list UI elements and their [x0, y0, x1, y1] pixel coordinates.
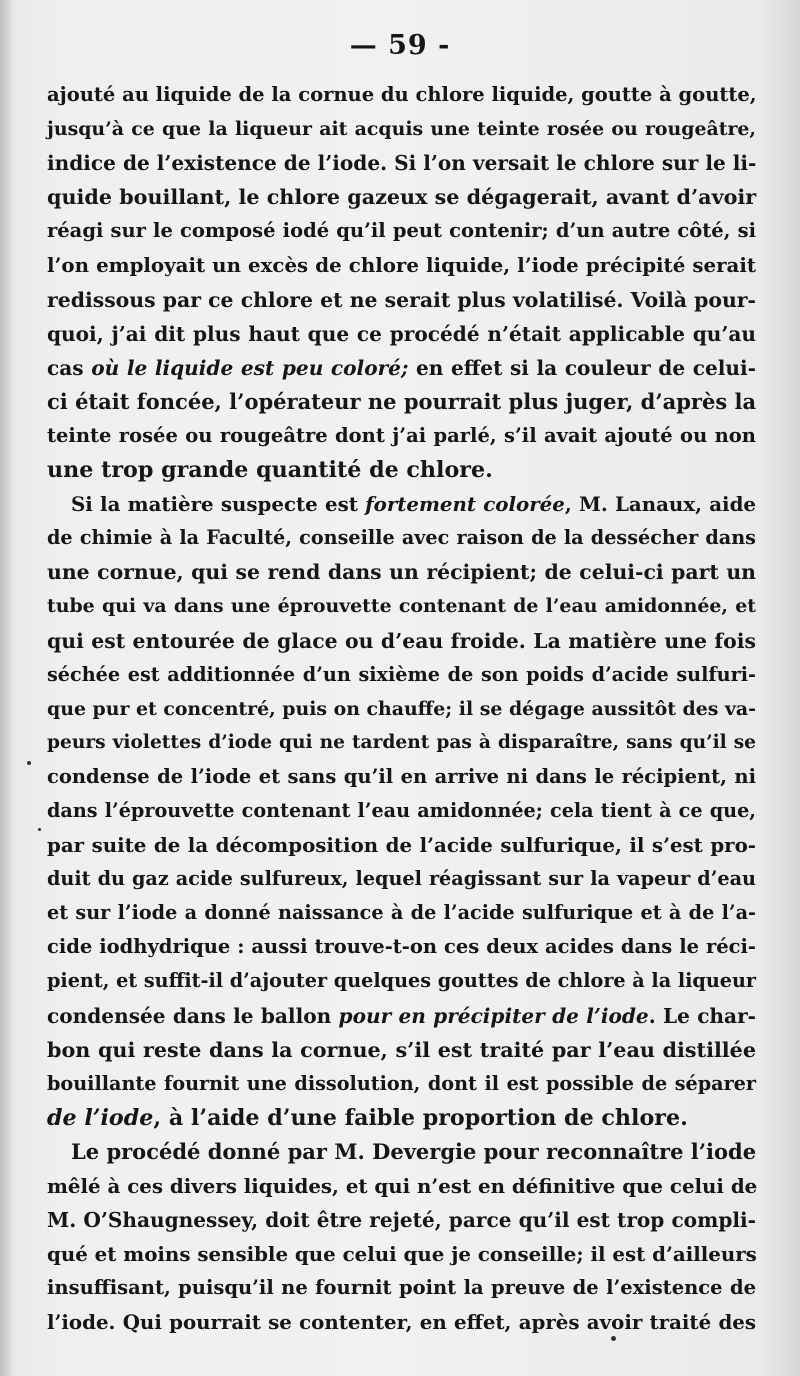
text-line: teinte rosée ou rougeâtre dont j’ai parlé, s’il avait ajouté ou non	[47, 423, 756, 447]
text-line: redissous par ce chlore et ne serait plus volatilisé. Voilà pour-	[47, 287, 756, 312]
text-line: insuffisant, puisqu’il ne fournit point la preuve de l’existence de	[47, 1276, 756, 1300]
text-line: condense de l’iode et sans qu’il en arrive ni dans le récipient, ni	[47, 764, 756, 788]
text-line: cide iodhydrique : aussi trouve-t-on ces deux acides dans le réci-	[47, 935, 756, 959]
text-line	[47, 487, 756, 521]
text-run: cas	[47, 355, 92, 380]
text-line	[47, 999, 756, 1033]
text-line: bon qui reste dans la cornue, s’il est traité par l’eau distillée	[47, 1037, 756, 1062]
text-line	[47, 1101, 756, 1135]
text-line: dans l’éprouvette contenant l’eau amidonnée; cela tient à ce que,	[47, 798, 756, 822]
text-line: de chimie à la Faculté, conseille avec raison de la dessécher dans	[47, 526, 756, 550]
page-number: — 59 -	[349, 30, 451, 61]
text-line: séchée est additionnée d’un sixième de son poids d’acide sulfuri-	[47, 662, 756, 686]
text-run: , à l’aide d’une faible proportion de chlore.	[153, 1104, 688, 1131]
text-line: pient, et suffit-il d’ajouter quelques gouttes de chlore à la liqueur	[47, 969, 757, 993]
text-line: mêlé à ces divers liquides, et qui n’est en définitive que celui de	[47, 1174, 758, 1198]
italic-text: où le liquide est peu coloré;	[91, 355, 409, 380]
text-line: et sur l’iode a donné naissance à de l’acide sulfurique et à de l’a-	[47, 901, 756, 925]
text-line: que pur et concentré, puis on chauffe; il se dégage aussitôt des va-	[47, 697, 756, 720]
text-line: duit du gaz acide sulfureux, lequel réagissant sur la vapeur d’eau	[47, 867, 756, 891]
text-run: en effet si la couleur de celui-	[408, 355, 756, 380]
text-line: indice de l’existence de l’iode. Si l’on versait le chlore sur le li-	[47, 151, 757, 176]
text-line: bouillante fournit une dissolution, dont il est possible de séparer	[47, 1071, 756, 1095]
text-line: quide bouillant, le chlore gazeux se dégagerait, avant d’avoir	[47, 185, 757, 210]
text-line: ajouté au liquide de la cornue du chlore liquide, goutte à goutte,	[47, 83, 757, 106]
ink-speck	[611, 1336, 616, 1341]
text-run: , M. Lanaux, aide	[564, 492, 756, 517]
text-line: tube qui va dans une éprouvette contenant de l’eau amidonnée, et	[47, 595, 756, 618]
italic-text: pour en précipiter de l’iode	[338, 1003, 649, 1028]
text-line: l’iode. Qui pourrait se contenter, en effet, après avoir traité des	[47, 1310, 756, 1335]
text-line	[47, 351, 756, 385]
text-run: condensée dans le ballon	[47, 1003, 339, 1028]
text-run: . Le char-	[648, 1003, 756, 1028]
ink-speck	[27, 761, 31, 765]
italic-text: de l’iode	[47, 1104, 154, 1131]
text-run: Si la matière suspecte est	[71, 492, 366, 517]
text-line: ci était foncée, l’opérateur ne pourrait plus juger, d’après la	[47, 388, 757, 414]
italic-text: fortement colorée	[365, 492, 565, 517]
text-line: qui est entourée de glace ou d’eau froide. La matière une fois	[47, 628, 756, 653]
text-line: jusqu’à ce que la liqueur ait acquis une teinte rosée ou rougeâtre,	[47, 118, 756, 141]
body-text	[47, 78, 756, 1339]
text-line: réagi sur le composé iodé qu’il peut contenir; d’un autre côté, si	[47, 219, 756, 243]
text-line: Le procédé donné par M. Devergie pour reconnaître l’iode	[71, 1138, 757, 1164]
text-line: par suite de la décomposition de l’acide sulfurique, il s’est pro-	[47, 833, 756, 858]
text-line: une trop grande quantité de chlore.	[47, 457, 493, 484]
text-line: quoi, j’ai dit plus haut que ce procédé n’était applicable qu’au	[47, 321, 756, 346]
text-line: l’on employait un excès de chlore liquide, l’iode précipité serait	[47, 253, 756, 278]
text-line: M. O’Shaugnessey, doit être rejeté, parce qu’il est trop compli-	[47, 1208, 756, 1233]
text-line: qué et moins sensible que celui que je conseille; il est d’ailleurs	[47, 1242, 757, 1267]
ink-speck	[38, 828, 41, 831]
text-line: une cornue, qui se rend dans un récipient; de celui-ci part un	[47, 560, 756, 585]
text-line: peurs violettes d’iode qui ne tardent pas à disparaître, sans qu’il se	[47, 731, 756, 753]
